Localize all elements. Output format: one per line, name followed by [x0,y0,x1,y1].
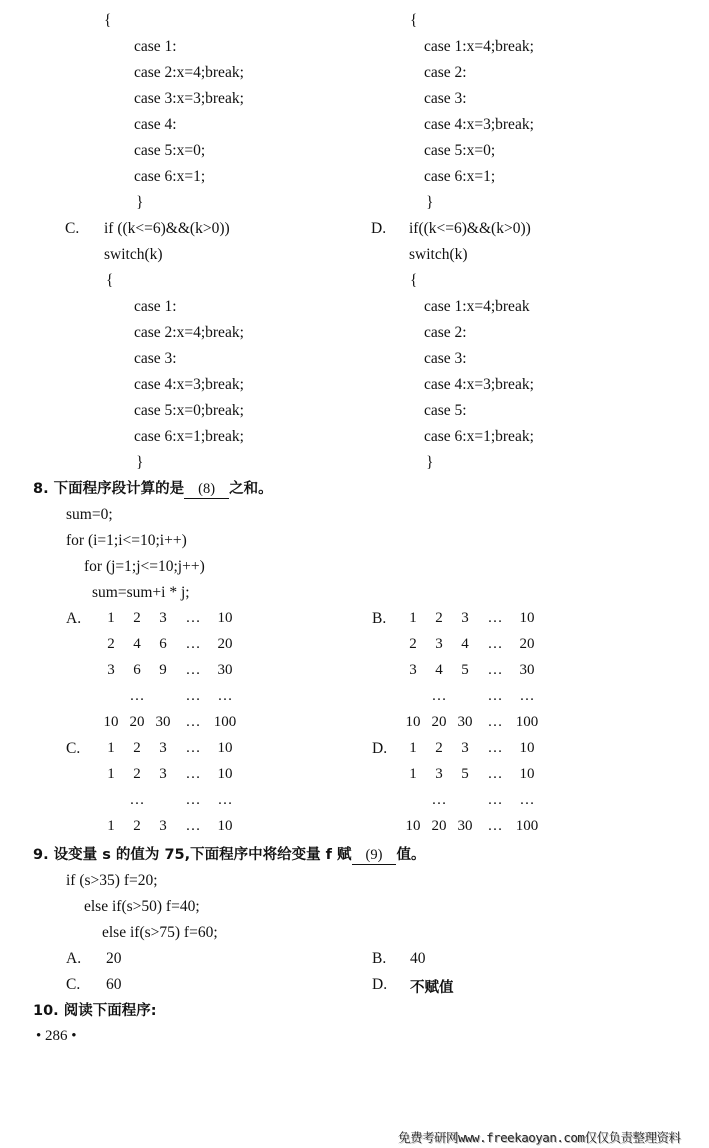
code-line: case 6:x=1; [424,168,496,185]
code-line: case 6:x=1;break; [424,428,534,445]
code-line: case 2: [424,64,467,81]
matrix-cell: 3 [159,818,167,834]
matrix-cell: 6 [159,636,167,652]
matrix-cell: 100 [213,714,237,730]
option-label: A. [66,610,82,627]
matrix-cell: 1 [107,766,115,782]
code-line: case 2:x=4;break; [134,64,244,81]
code-line: case 4: [134,116,177,133]
option-label: C. [66,740,81,757]
matrix-cell: 2 [107,636,115,652]
code-line: case 2:x=4;break; [134,324,244,341]
matrix-cell: 30 [519,662,535,678]
matrix-cell: 2 [133,610,141,626]
answer-blank: (8) [184,480,229,499]
matrix-cell: 1 [409,766,417,782]
matrix-cell: 2 [409,636,417,652]
page-number: • 286 • [36,1028,77,1044]
option-text: 20 [106,950,122,967]
matrix-cell: 3 [107,662,115,678]
matrix-cell: 4 [133,636,141,652]
matrix-cell: 10 [217,766,233,782]
question-text: 阅读下面程序: [63,1003,157,1019]
code-line: sum=sum+i * j; [92,584,190,601]
matrix-cell: … [519,688,535,704]
matrix-cell: … [487,636,503,652]
matrix-cell: … [431,688,447,704]
matrix-cell: 20 [519,636,535,652]
footer-watermark: 免费考研网www.freekaoyan.com仅仅负责整理资料 [398,1130,681,1145]
matrix-cell: 10 [405,714,421,730]
matrix-cell: 20 [431,714,447,730]
question-10-stem [33,1002,157,1020]
matrix-cell: 1 [107,818,115,834]
matrix-cell: … [217,792,233,808]
matrix-cell: 2 [133,818,141,834]
matrix-cell: … [487,688,503,704]
code-line: if (s>35) f=20; [66,872,158,889]
code-line: case 1:x=4;break [424,298,530,315]
code-line: case 5: [424,402,467,419]
code-line: case 5:x=0; [424,142,496,159]
matrix-cell: 10 [217,610,233,626]
matrix-cell: 5 [461,662,469,678]
question-8-stem [33,480,273,499]
code-line: } [426,454,434,471]
matrix-cell: 10 [405,818,421,834]
code-line: case 3: [424,350,467,367]
matrix-cell: … [185,688,201,704]
matrix-cell: 30 [457,714,473,730]
option-text: 60 [106,976,122,993]
matrix-cell: 100 [515,714,539,730]
code-line: sum=0; [66,506,113,523]
matrix-cell: 30 [217,662,233,678]
code-line: case 4:x=3;break; [424,376,534,393]
code-line: else if(s>50) f=40; [84,898,200,915]
option-label: A. [66,950,82,967]
matrix-cell: 2 [133,740,141,756]
matrix-cell: … [487,740,503,756]
option-label: D. [372,976,388,993]
matrix-cell: 4 [435,662,443,678]
matrix-cell: 2 [133,766,141,782]
code-line: case 5:x=0; [134,142,206,159]
matrix-cell: … [185,766,201,782]
question-number: 9. [33,847,49,863]
matrix-cell: … [185,818,201,834]
option-label: D. [372,740,388,757]
matrix-cell: 1 [107,740,115,756]
code-line: case 3:x=3;break; [134,90,244,107]
matrix-cell: 20 [431,818,447,834]
matrix-cell: 10 [519,610,535,626]
code-line: } [136,194,144,211]
matrix-cell: 3 [461,610,469,626]
question-number: 10. [33,1003,59,1019]
matrix-cell: 3 [159,740,167,756]
matrix-cell: 1 [409,610,417,626]
matrix-cell: 3 [159,766,167,782]
matrix-cell: … [185,714,201,730]
option-label: C. [66,976,81,993]
option-label: B. [372,950,387,967]
matrix-cell: 3 [159,610,167,626]
question-number: 8. [33,481,49,497]
code-line: for (i=1;i<=10;i++) [66,532,187,549]
question-text: 设变量 s 的值为 75,下面程序中将给变量 f 赋 [53,847,352,863]
option-label: C. [65,220,80,237]
matrix-cell: 3 [409,662,417,678]
code-line: case 4:x=3;break; [134,376,244,393]
matrix-cell: 20 [217,636,233,652]
matrix-cell: … [487,818,503,834]
matrix-cell: 9 [159,662,167,678]
option-text: 40 [410,950,426,967]
option-label: B. [372,610,387,627]
matrix-cell: 1 [107,610,115,626]
matrix-cell: … [217,688,233,704]
matrix-cell: 10 [217,740,233,756]
matrix-cell: 2 [435,740,443,756]
matrix-cell: 10 [519,766,535,782]
code-line: if ((k<=6)&&(k>0)) [104,220,230,237]
matrix-cell: 2 [435,610,443,626]
code-line: case 3: [134,350,177,367]
code-line: case 6:x=1;break; [134,428,244,445]
question-text-suffix: 之和。 [229,481,273,497]
matrix-cell: 5 [461,766,469,782]
matrix-cell: 3 [461,740,469,756]
matrix-cell: 4 [461,636,469,652]
matrix-cell: … [487,662,503,678]
matrix-cell: … [519,792,535,808]
code-line: case 5:x=0;break; [134,402,244,419]
question-text-suffix: 值。 [396,847,426,863]
matrix-cell: 10 [519,740,535,756]
matrix-cell: 1 [409,740,417,756]
code-line: { [410,272,418,289]
matrix-cell: … [487,766,503,782]
code-line: case 2: [424,324,467,341]
matrix-cell: … [129,688,145,704]
matrix-cell: … [185,610,201,626]
matrix-cell: … [487,714,503,730]
code-line: case 4:x=3;break; [424,116,534,133]
matrix-cell: … [487,610,503,626]
matrix-cell: 3 [435,766,443,782]
code-line: switch(k) [409,246,468,263]
code-line: case 1: [134,38,177,55]
matrix-cell: … [129,792,145,808]
code-line: switch(k) [104,246,163,263]
code-line: } [426,194,434,211]
matrix-cell: … [185,662,201,678]
matrix-cell: 6 [133,662,141,678]
answer-blank: (9) [352,846,397,865]
matrix-cell: … [487,792,503,808]
option-text: 不赋值 [410,980,454,996]
code-line: } [136,454,144,471]
question-text: 下面程序段计算的是 [53,481,185,497]
code-line: case 1: [134,298,177,315]
matrix-cell: 100 [515,818,539,834]
code-line: { [104,12,112,29]
option-label: D. [371,220,387,237]
question-9-stem [33,846,425,865]
code-line: { [106,272,114,289]
matrix-cell: 10 [217,818,233,834]
code-line: if((k<=6)&&(k>0)) [409,220,531,237]
matrix-cell: 3 [435,636,443,652]
matrix-cell: 30 [457,818,473,834]
matrix-cell: … [185,740,201,756]
code-line: case 6:x=1; [134,168,206,185]
matrix-cell: 20 [129,714,145,730]
code-line: case 3: [424,90,467,107]
code-line: case 1:x=4;break; [424,38,534,55]
matrix-cell: 30 [155,714,171,730]
code-line: for (j=1;j<=10;j++) [84,558,205,575]
code-line: else if(s>75) f=60; [102,924,218,941]
matrix-cell: … [431,792,447,808]
matrix-cell: 10 [103,714,119,730]
code-line: { [410,12,418,29]
matrix-cell: … [185,636,201,652]
matrix-cell: … [185,792,201,808]
